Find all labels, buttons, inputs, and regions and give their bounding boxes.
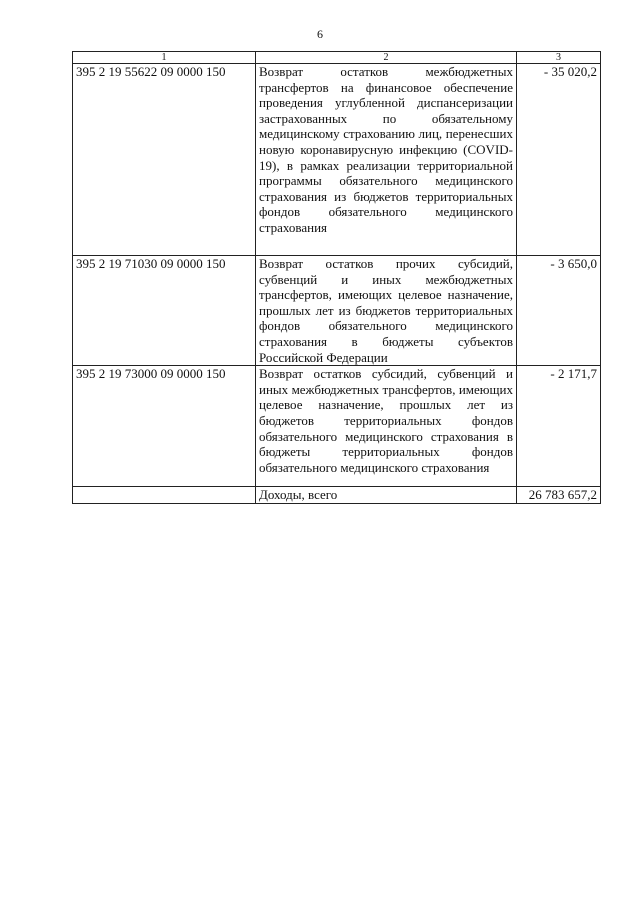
total-row — [73, 487, 601, 504]
total-amount: 26 783 657,2 — [517, 487, 601, 504]
table-row — [73, 64, 601, 256]
total-label: Доходы, всего — [256, 487, 517, 504]
revenue-amount: - 35 020,2 — [517, 64, 601, 256]
budget-code: 395 2 19 55622 09 0000 150 — [73, 64, 256, 256]
page-number: 6 — [317, 27, 323, 41]
revenue-description: Возврат остатков субсидий, субвенций и иных межбюджетных трансфертов, имеющих целевое назначение, прошлых лет из бюджетов территориальных фондов обязательного медицинского страхования в бюджеты территориальных фондов обязательного медицинского страхования — [256, 366, 517, 487]
revenue-description: Возврат остатков прочих субсидий, субвенций и иных межбюджетных трансфертов, имеющих целевое назначение, прошлых лет из бюджетов территориальных фондов обязательного медицинского страхования в бюджеты субъектов Российской Федерации — [256, 256, 517, 366]
revenue-table — [72, 51, 601, 504]
table-header-row — [73, 52, 601, 64]
budget-code: 395 2 19 71030 09 0000 150 — [73, 256, 256, 366]
column-header-3: 3 — [517, 52, 601, 64]
column-header-2: 2 — [256, 52, 517, 64]
table-row — [73, 366, 601, 487]
revenue-description: Возврат остатков межбюджетных трансфертов на финансовое обеспечение проведения углубленной диспансеризации застрахованных по обязательному медицинскому страхованию лиц, перенесших новую коронавирусную инфекцию (COVID-19), в рамках реализации территориальной программы обязательного медицинского страхования из бюджетов территориальных фондов обязательного медицинского страхования — [256, 64, 517, 256]
revenue-amount: - 2 171,7 — [517, 366, 601, 487]
total-empty-cell — [73, 487, 256, 504]
budget-code: 395 2 19 73000 09 0000 150 — [73, 366, 256, 487]
column-header-1: 1 — [73, 52, 256, 64]
revenue-amount: - 3 650,0 — [517, 256, 601, 366]
table-row — [73, 256, 601, 366]
